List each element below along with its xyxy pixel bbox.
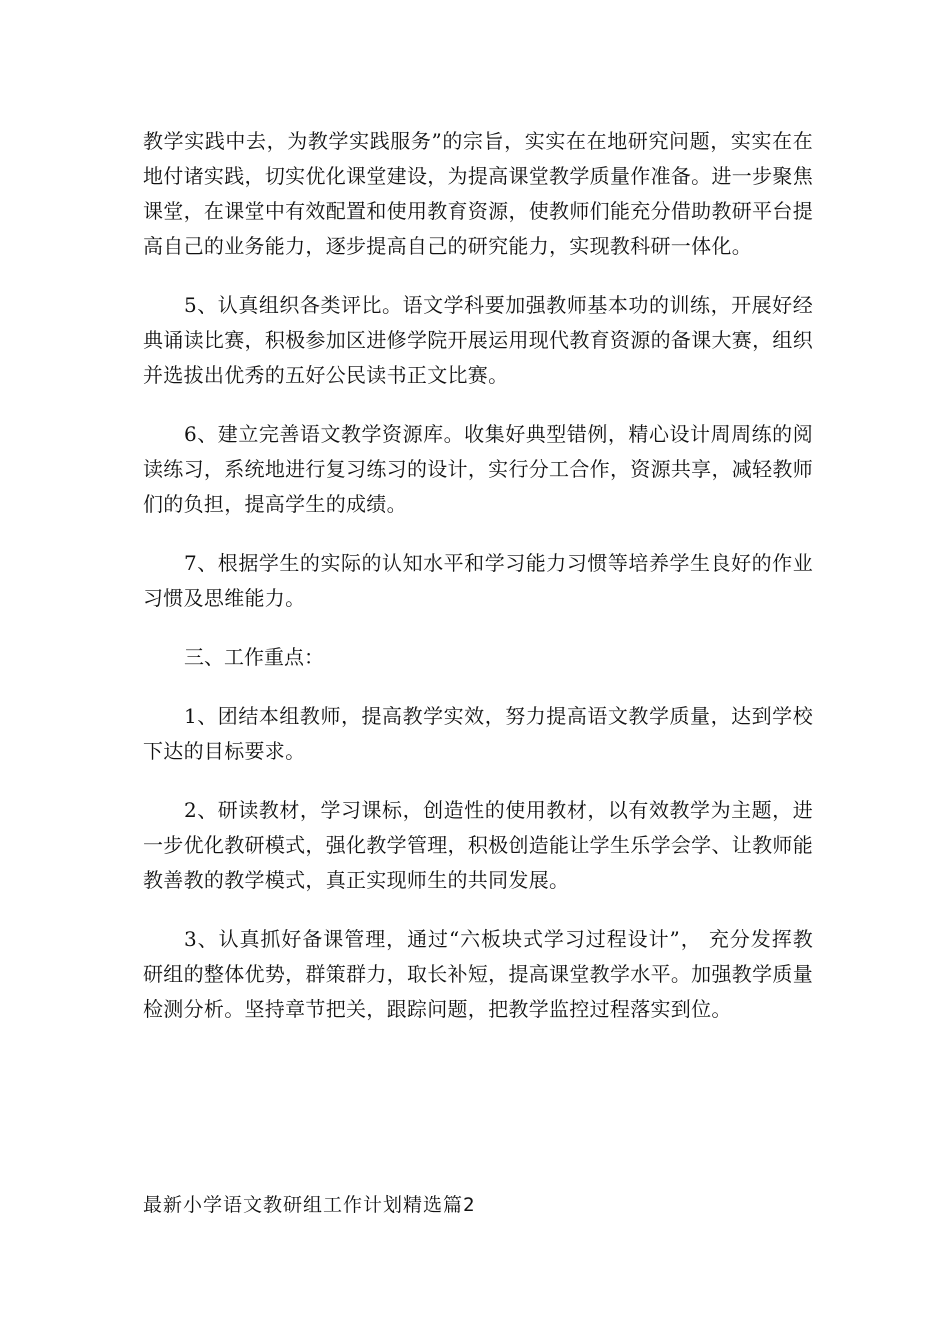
paragraph-item-7: 7、根据学生的实际的认知水平和学习能力习惯等培养学生良好的作业习惯及思维能力。 <box>143 551 813 610</box>
next-article-title: 最新小学语文教研组工作计划精选篇2 <box>143 1194 476 1216</box>
paragraph-item-6: 6、建立完善语文教学资源库。收集好典型错例，精心设计周周练的阅读练习，系统地进行复习练习的设计，实行分工合作，资源共享，减轻教师们的负担，提高学生的成绩。 <box>143 422 813 516</box>
paragraph-focus-2: 2、研读教材，学习课标，创造性的使用教材，以有效教学为主题，进一步优化教研模式，强化教学管理，积极创造能让学生乐学会学、让教师能教善教的教学模式，真正实现师生的共同发展。 <box>143 798 813 892</box>
paragraph-focus-1: 1、团结本组教师，提高教学实效，努力提高语文教学质量，达到学校下达的目标要求。 <box>143 704 813 763</box>
paragraph-item-5: 5、认真组织各类评比。语文学科要加强教师基本功的训练，开展好经典诵读比赛，积极参加区进修学院开展运用现代教育资源的备课大赛，组织并选拔出优秀的五好公民读书正文比赛。 <box>143 293 813 387</box>
paragraph-focus-3: 3、认真抓好备课管理，通过“六板块式学习过程设计”， 充分发挥教研组的整体优势，群策群力，取长补短，提高课堂教学水平。加强教学质量检测分析。坚持章节把关，跟踪问题，把教学监控过程落实到位。 <box>143 927 813 1021</box>
paragraph-continuation: 教学实践中去，为教学实践服务”的宗旨，实实在在地研究问题，实实在在地付诸实践，切实优化课堂建设，为提高课堂教学质量作准备。进一步聚焦课堂，在课堂中有效配置和使用教育资源，使教师们能充分借助教研平台提高自己的业务能力，逐步提高自己的研究能力，实现教科研一体化。 <box>143 129 813 258</box>
section-heading: 三、工作重点： <box>184 645 324 669</box>
document-body <box>143 124 813 1051</box>
